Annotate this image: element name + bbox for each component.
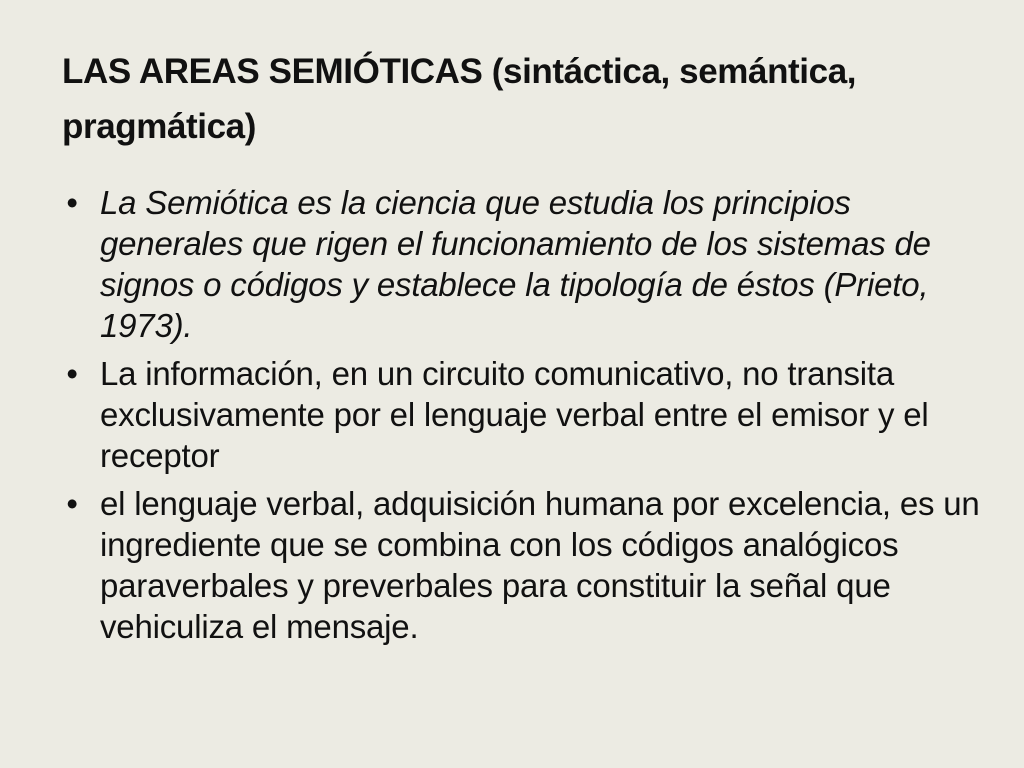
bullet-text-informacion: La información, en un circuito comunicativo, no transita exclusivamente por el lenguaje verbal entre el emisor y el receptor <box>100 355 929 474</box>
bullet-item-1 <box>60 182 980 346</box>
bullet-text-semiotica-definition: La Semiótica es la ciencia que estudia los principios generales que rigen el funcionamiento de los sistemas de signos o códigos y establece la tipología de éstos (Prieto, 1973). <box>100 184 931 344</box>
bullet-text-lenguaje-verbal: el lenguaje verbal, adquisición humana por excelencia, es un ingrediente que se combina con los códigos analógicos paraverbales y preverbales para constituir la señal que vehiculiza el mensaje. <box>100 485 980 645</box>
bullet-item-2 <box>60 353 980 476</box>
bullet-icon: • <box>66 485 78 522</box>
bullet-item-3 <box>60 483 980 647</box>
slide-title: LAS AREAS SEMIÓTICAS (sintáctica, semántica, pragmática) <box>62 52 857 146</box>
bullet-icon: • <box>66 355 78 392</box>
bullet-list <box>60 182 980 654</box>
bullet-icon: • <box>66 184 78 221</box>
